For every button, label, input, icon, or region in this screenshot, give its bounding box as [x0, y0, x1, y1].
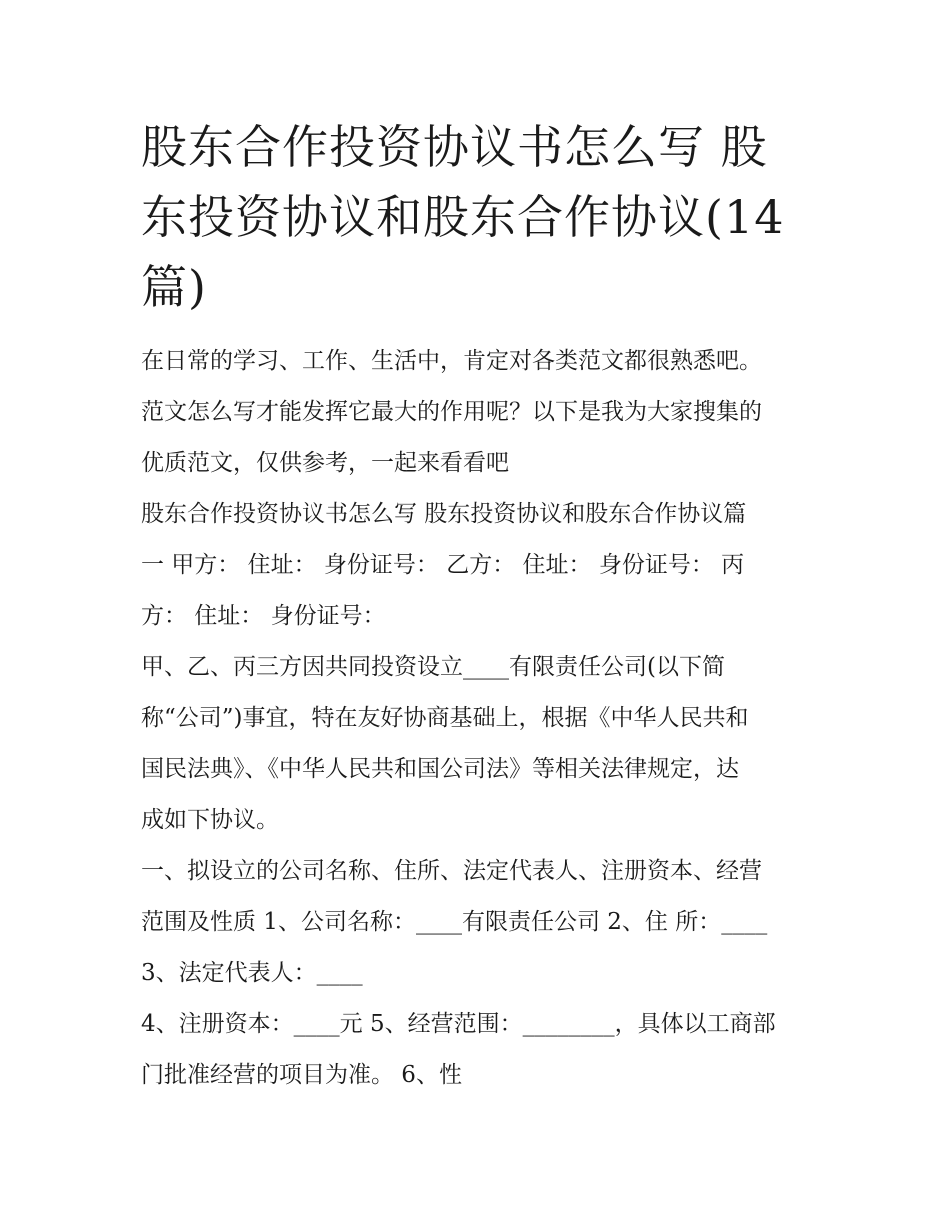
- text-line: 一、拟设立的公司名称、住所、法定代表人、注册资本、经营: [141, 858, 762, 884]
- preamble-paragraph: [141, 642, 813, 846]
- text-line: 成如下协议。: [141, 807, 279, 833]
- document-body: [141, 336, 813, 1101]
- document-title: [141, 112, 813, 322]
- title-line: 股东合作投资协议书怎么写 股: [141, 120, 768, 174]
- text-line: 4、注册资本：____元 5、经营范围：________，具体以工商部: [141, 1011, 776, 1037]
- text-line: 方： 住址： 身份证号：: [141, 603, 386, 629]
- text-line: 3、法定代表人：____: [141, 960, 363, 986]
- text-line: 范文怎么写才能发挥它最大的作用呢？以下是我为大家搜集的: [141, 399, 762, 425]
- company-info-paragraph: [141, 846, 813, 999]
- text-line: 股东合作投资协议书怎么写 股东投资协议和股东合作协议篇: [141, 501, 747, 527]
- text-line: 范围及性质 1、公司名称：____有限责任公司 2、住 所：____: [141, 909, 768, 935]
- title-line: 篇): [141, 260, 207, 314]
- parties-paragraph: [141, 489, 813, 642]
- intro-paragraph: [141, 336, 813, 489]
- title-line: 东投资协议和股东合作协议(14: [141, 190, 785, 244]
- capital-scope-paragraph: [141, 999, 813, 1101]
- text-line: 门批准经营的项目为准。 6、性: [141, 1062, 462, 1088]
- text-line: 称“公司”)事宜，特在友好协商基础上，根据《中华人民共和: [141, 705, 749, 731]
- document-content: [141, 112, 813, 1101]
- text-line: 甲、乙、丙三方因共同投资设立____有限责任公司(以下简: [141, 654, 725, 680]
- text-line: 优质范文，仅供参考，一起来看看吧: [141, 450, 509, 476]
- text-line: 一 甲方： 住址： 身份证号： 乙方： 住址： 身份证号： 丙: [141, 552, 745, 578]
- text-line: 国民法典》、《中华人民共和国公司法》等相关法律规定，达: [141, 756, 739, 782]
- text-line: 在日常的学习、工作、生活中，肯定对各类范文都很熟悉吧。: [141, 348, 762, 374]
